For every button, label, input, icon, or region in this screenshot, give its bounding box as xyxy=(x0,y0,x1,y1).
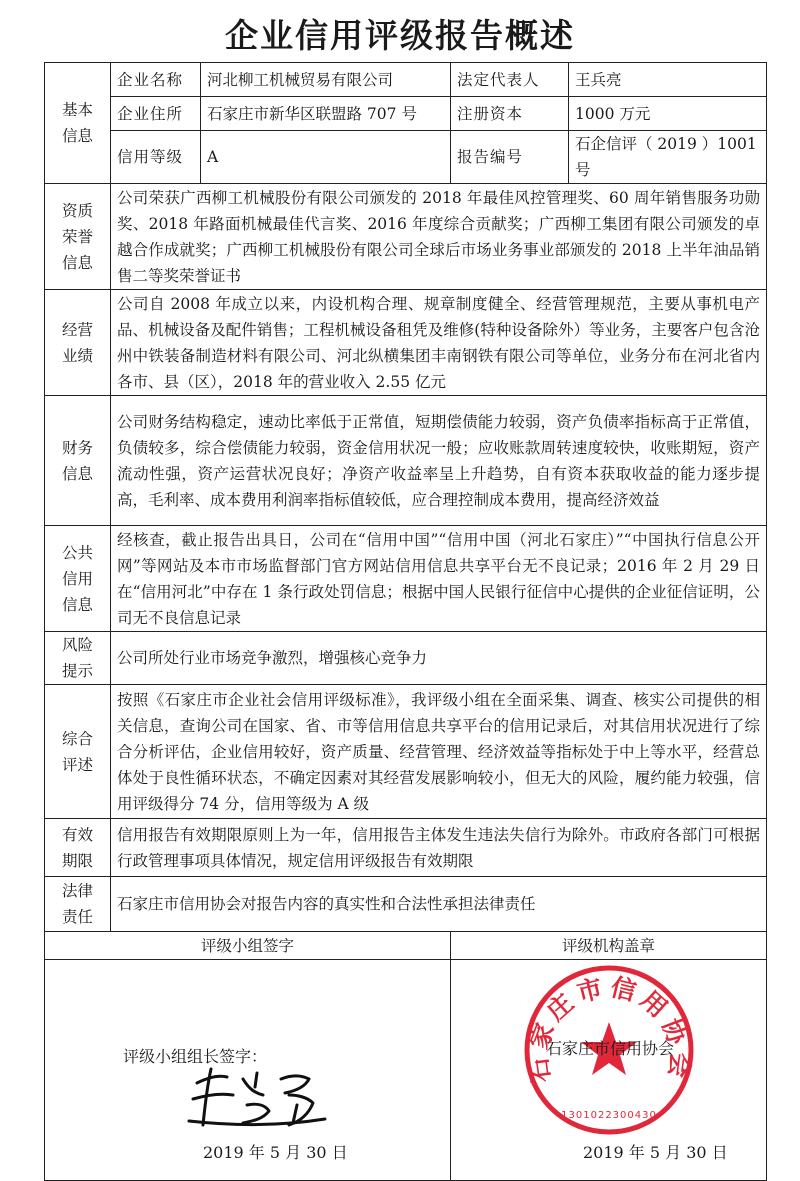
company-name-label: 企业名称 xyxy=(111,63,201,97)
section-label: 财务 信息 xyxy=(45,396,111,526)
legal-rep-label: 法定代表人 xyxy=(451,63,569,97)
validity-text: 信用报告有效期限原则上为一年，信用报告主体发生违法失信行为除外。市政府各部门可根据行政管理事项具体情况，规定信用评级报告有效期限 xyxy=(111,819,767,877)
public-credit-text: 经核查，截止报告出具日，公司在“信用中国”“信用中国（河北石家庄）”“中国执行信息公开网”等网站及本市市场监督部门官方网站信用信息共享平台无不良记录；2016 年 2 月 29 日在“信用河北”中存在 1 条行政处罚信息；根据中国人民银行征信中心提供的企业征信证明，公司无不良信息记录 xyxy=(111,526,767,632)
financial-info-text: 公司财务结构稳定，速动比率低于正常值，短期偿债能力较弱，资产负债率指标高于正常值，负债较多，综合偿债能力较弱，资金信用状况一般；应收账款周转速度较快，收账期短，资产流动性强，资产运营状况良好；净资产收益率呈上升趋势，自有资本获取收益的能力逐步提高，毛利率、成本费用利润率指标值较低，应合理控制成本费用，提高经济效益 xyxy=(111,396,767,526)
page-title: 企业信用评级报告概述 xyxy=(225,16,575,55)
legal-rep: 王兵亮 xyxy=(569,63,767,97)
credit-grade-label: 信用等级 xyxy=(111,131,201,184)
org-seal-header: 评级机构盖章 xyxy=(451,932,767,960)
section-label: 风险 提示 xyxy=(45,632,111,685)
qualification-honor-text: 公司荣获广西柳工机械股份有限公司颁发的 2018 年最佳风控管理奖、60 周年销售服务功勋奖、2018 年路面机械最佳代言奖、2016 年度综合贡献奖；广西柳工集团有限公司颁发的卓越合作成就奖；广西柳工机械股份有限公司全球后市场业务事业部颁发的 2018 上半年油品销售二等奖荣誉证书 xyxy=(111,184,767,290)
seal-center-text: 石家庄市信用协会 xyxy=(546,1039,675,1058)
overall-review-text: 按照《石家庄市企业社会信用评级标准》，我评级小组在全面采集、调查、核实公司提供的相关信息，查询公司在国家、省、市等信用信息共享平台的信用记录后，对其信用状况进行了综合分析评估，企业信用较好，资产质量、经营管理、经济效益等指标处于中上等水平，经营总体处于良性循环状态，不确定因素对其经营发展影响较小，但无大的风险，履约能力较强，信用评级得分 74 分，信用等级为 A 级 xyxy=(111,685,767,819)
report-table xyxy=(44,62,767,1181)
section-label: 资质 荣誉 信息 xyxy=(45,184,111,290)
report-no: 石企信评（ 2019 ）1001 号 xyxy=(569,131,767,184)
seal-number: 1301022300430 xyxy=(561,1110,657,1121)
company-name: 河北柳工机械贸易有限公司 xyxy=(201,63,451,97)
address: 石家庄市新华区联盟路 707 号 xyxy=(201,97,451,131)
section-label: 有效 期限 xyxy=(45,819,111,877)
section-label: 公共 信用 信息 xyxy=(45,526,111,632)
capital: 1000 万元 xyxy=(569,97,767,131)
org-seal-area xyxy=(451,960,767,1181)
basic-info-label: 基本 信息 xyxy=(45,63,111,184)
credit-grade: A xyxy=(201,131,451,184)
legal-text: 石家庄市信用协会对报告内容的真实性和合法性承担法律责任 xyxy=(111,877,767,932)
business-performance-text: 公司自 2008 年成立以来，内设机构合理、规章制度健全、经营管理规范，主要从事机电产品、机械设备及配件销售；工程机械设备租凭及维修(特种设备除外）等业务，主要客户包含沧州中铁装备制造材料有限公司、河北纵横集团丰南钢铁有限公司等单位，业务分布在河北省内各市、县（区），2018 年的营业收入 2.55 亿元 xyxy=(111,290,767,396)
org-seal-date: 2019 年 5 月 30 日 xyxy=(583,1143,728,1162)
report-no-label: 报告编号 xyxy=(451,131,569,184)
capital-label: 注册资本 xyxy=(451,97,569,131)
section-label: 法律 责任 xyxy=(45,877,111,932)
group-sign-area xyxy=(45,960,451,1181)
section-label: 经营 业绩 xyxy=(45,290,111,396)
group-sign-header: 评级小组签字 xyxy=(45,932,451,960)
risk-text: 公司所处行业市场竞争激烈，增强核心竞争力 xyxy=(111,632,767,685)
seal-text: 石家庄市信用协会 xyxy=(522,972,696,1085)
leader-sign-label: 评级小组组长签字： xyxy=(123,1047,268,1066)
group-sign-date: 2019 年 5 月 30 日 xyxy=(203,1143,348,1162)
address-label: 企业住所 xyxy=(111,97,201,131)
section-label: 综合 评述 xyxy=(45,685,111,819)
signature-icon xyxy=(185,1065,335,1135)
